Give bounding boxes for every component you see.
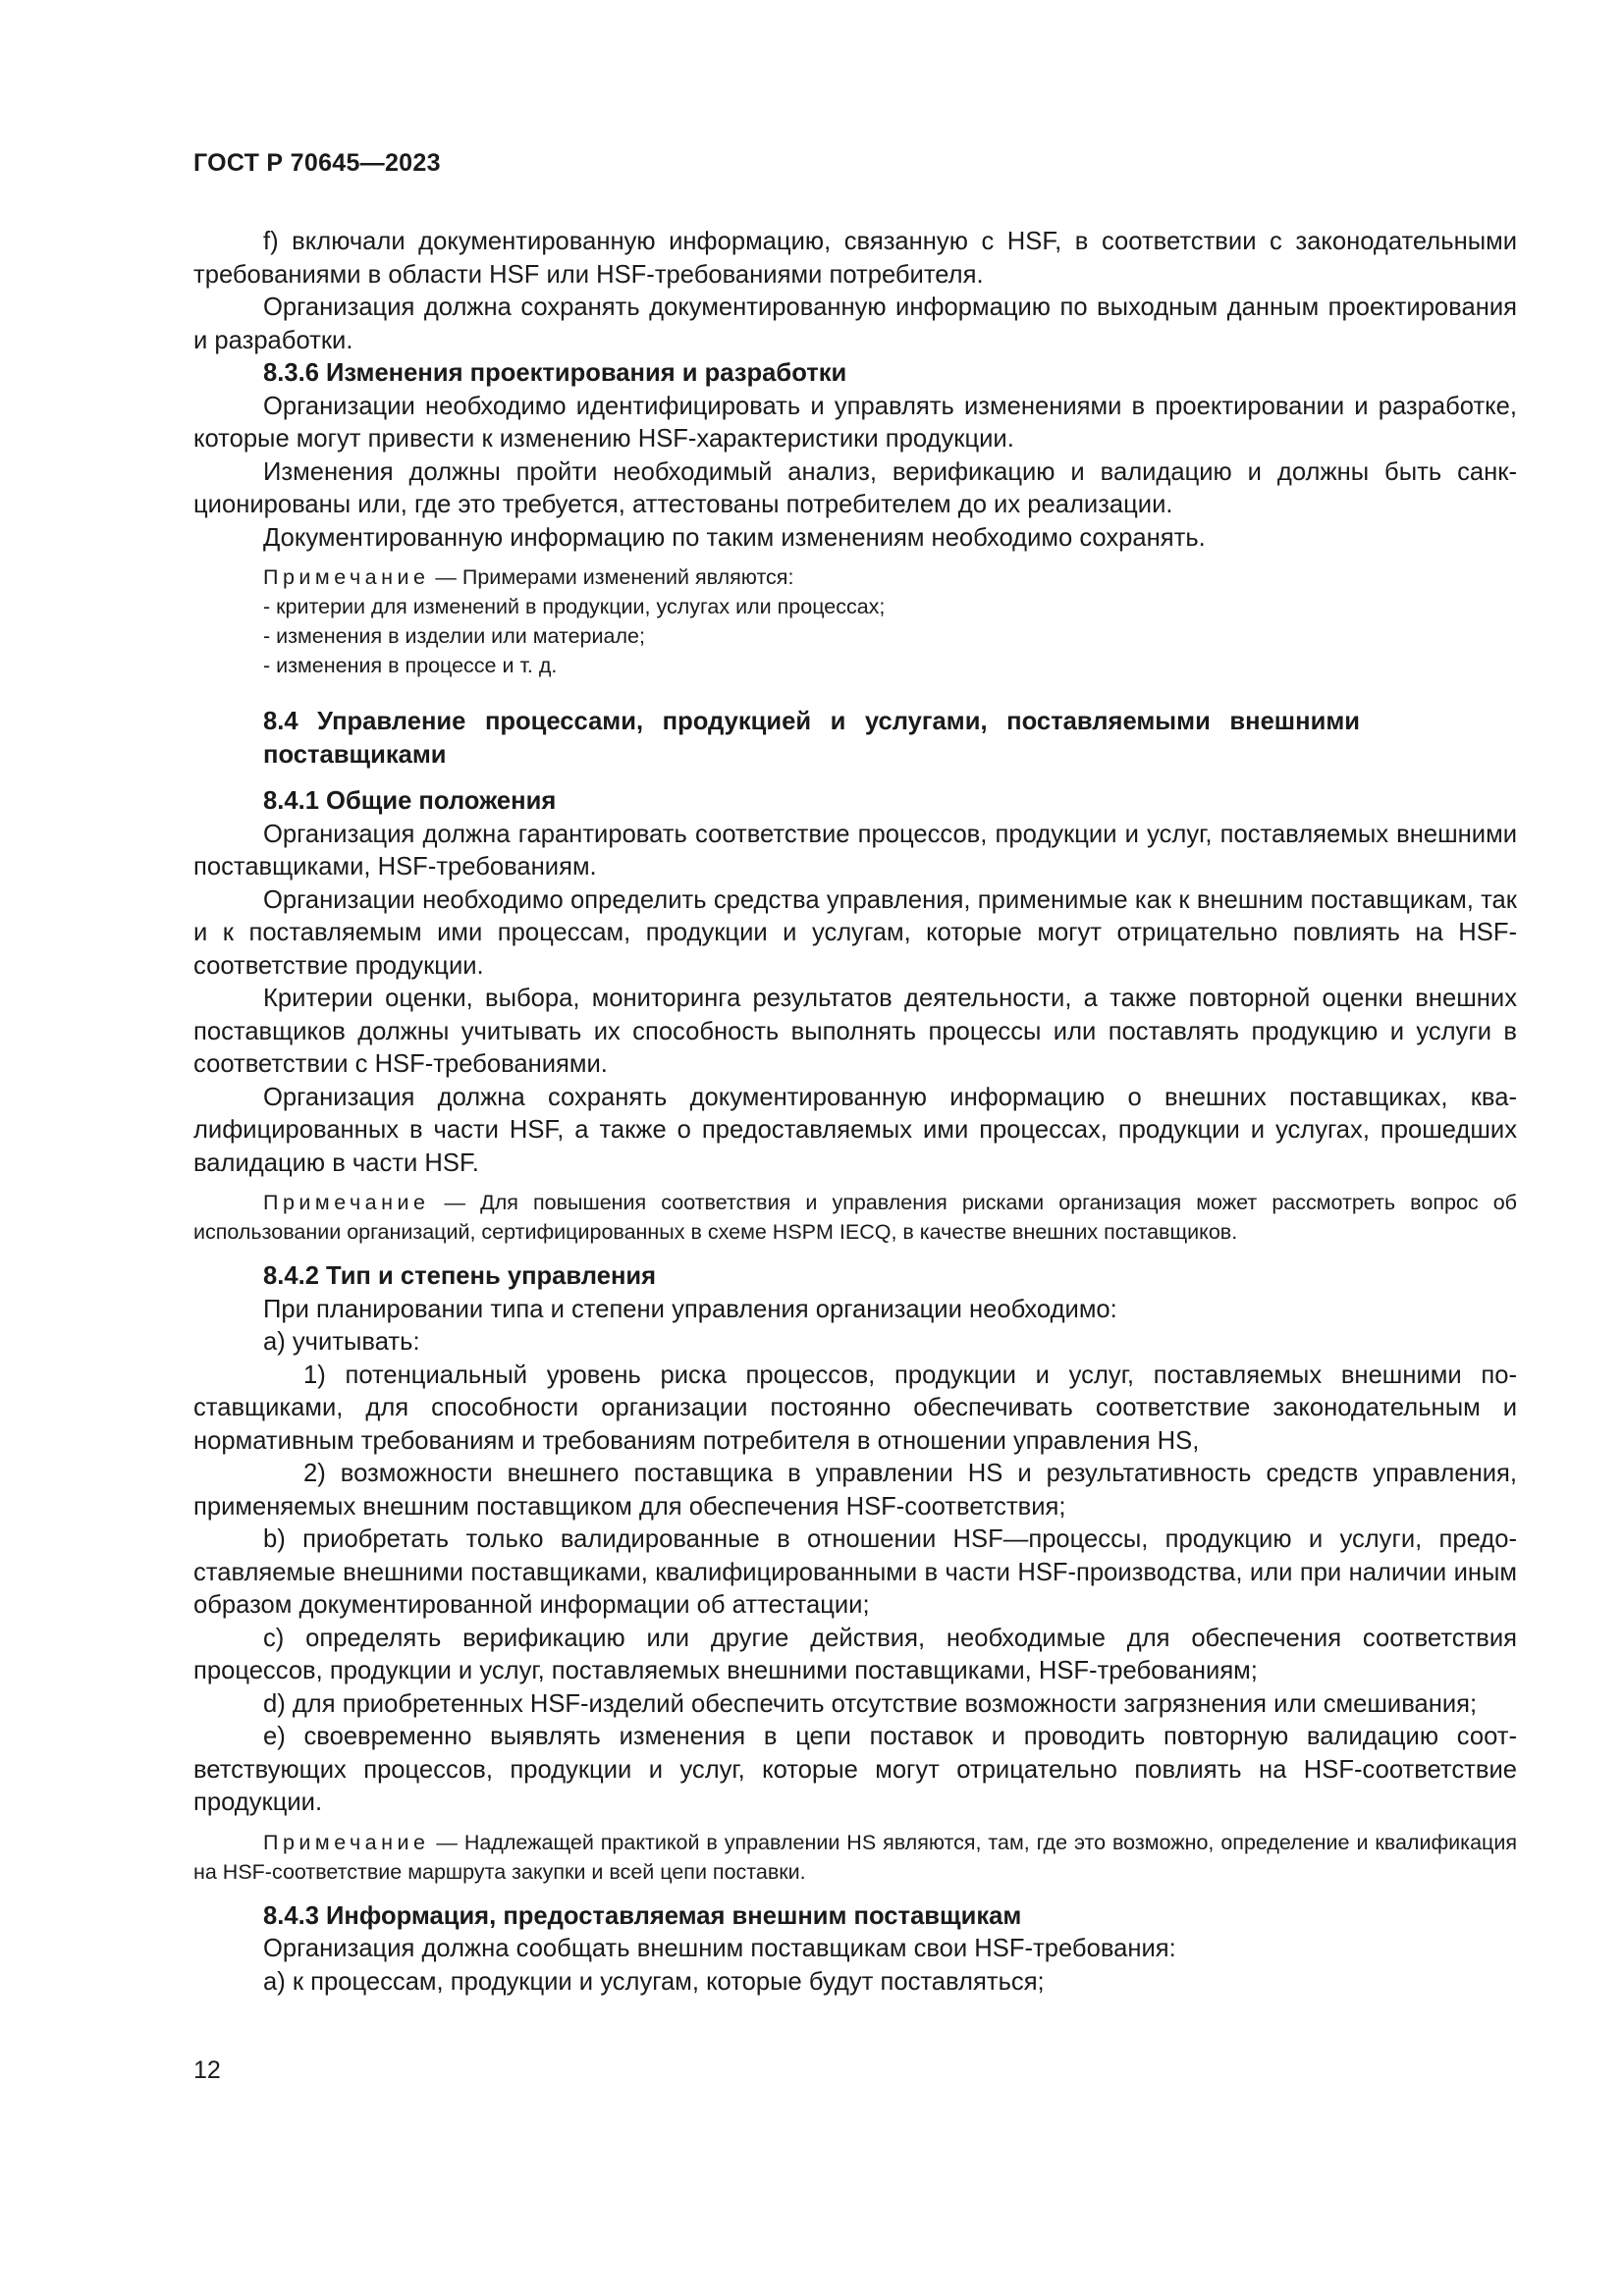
list-subitem: 2) возможности внешнего поставщика в управлении HS и результативность средств управления, применяемых внешним поставщиком для обеспечения HSF-соответствия; (193, 1460, 1517, 1521)
note-label: Примечание (263, 565, 430, 589)
list-item: c) определять верификацию или другие действия, необходимые для обеспечения соответствия процессов, продукции и услуг, поставляемых внешними поставщиками, HSF-требованиям; (193, 1624, 1517, 1684)
section-heading-8-4-3: 8.4.3 Информация, предоставляемая внешним поставщикам (263, 1901, 1022, 1930)
paragraph: Документированную информацию по таким изменениям необходимо сохранять. (263, 523, 1206, 552)
paragraph: Изменения должны пройти необходимый анализ, верификацию и валидацию и должны быть санкционированы или, где это требуется, аттестованы потребителем до их реализации. (193, 457, 1517, 518)
note-label: Примечание (263, 1191, 430, 1214)
section-heading-8-4-1: 8.4.1 Общие положения (263, 787, 557, 815)
section-heading-8-3-6: 8.3.6 Изменения проектирования и разработки (263, 359, 847, 387)
note-list-item: - критерии для изменений в продукции, услугах или процессах; (263, 595, 886, 618)
paragraph: Организации необходимо идентифицировать и управлять изменениями в проектировании и разработке, которые могут привести к изменению HSF-характеристики продукции. (193, 392, 1517, 453)
paragraph: Организация должна сообщать внешним поставщикам свои HSF-требования: (263, 1935, 1176, 1962)
page-number: 12 (193, 2056, 221, 2084)
list-item: а) к процессам, продукции и услугам, которые будут поставляться; (263, 1967, 1045, 1996)
paragraph: При планировании типа и степени управления организации необходимо: (263, 1295, 1117, 1323)
paragraph: f) включали документированную информацию, связанную с HSF, в соответствии с законодательными требованиями в области HSF или HSF-требованиями потребителя. (193, 228, 1517, 289)
note-list-item: - изменения в изделии или материале; (263, 624, 645, 648)
list-item: e) своевременно выявлять изменения в цепи поставок и проводить повторную валидацию соответствующих процессов, продукции и услуг, которые могут отрицательно повлиять на HSF-соответствие продукции. (193, 1723, 1517, 1816)
section-heading-8-4: 8.4 Управление процессами, продукцией и услугами, поставляемыми внешними поставщиками (263, 708, 1360, 769)
paragraph: Организация должна сохранять документированную информацию по выходным данным проектирования и разработки. (193, 294, 1517, 354)
note-text: — Для повышения соответствия и управления рисками организация может рассмотреть вопрос об использовании организаций, сертифицированных в схеме HSPM IECQ, в качестве внешних поставщиков. (193, 1191, 1517, 1244)
note (193, 1188, 1517, 1247)
list-subitem: 1) потенциальный уровень риска процессов, продукции и услуг, поставляемых внешними поставщиками, для способности организации постоянно обеспечивать соответствие законодательным и нормативным требованиям и требованиям потребителя в отношении управления HS, (193, 1361, 1517, 1455)
list-item: b) приобретать только валидированные в отношении HSF—процессы, продукцию и услуги, предоставляемые внешними поставщиками, квалифицированными в части HSF-производства, или при наличии иным образом документированной информации об аттестации; (193, 1525, 1517, 1619)
note-label: Примечание (263, 1830, 430, 1854)
paragraph: Организации необходимо определить средства управления, применимые как к внешним поставщикам, так и к поставляемым ими процессам, продукции и услугам, которые могут отрицательно повлиять на HSF-соответствие продукции. (193, 885, 1517, 980)
note-text: — Примерами изменений являются: (429, 565, 794, 589)
paragraph: Организация должна гарантировать соответствие процессов, продукции и услуг, поставляемых внешними поставщиками, HSF-требованиям. (193, 820, 1517, 881)
note-list-item: - изменения в процессе и т. д. (263, 654, 558, 677)
note (193, 1828, 1517, 1887)
list-item: а) учитывать: (263, 1328, 420, 1356)
note (193, 562, 1517, 592)
document-header: ГОСТ Р 70645—2023 (193, 149, 441, 177)
paragraph: Критерии оценки, выбора, мониторинга результатов деятельности, а также повторной оценки внешних поставщиков должны учитывать их способность выполнять процессы или поставлять продукцию и услуги в соответствии с HSF-требованиями. (193, 985, 1517, 1078)
paragraph: Организация должна сохранять документированную информацию о внешних поставщиках, квалифицированных в части HSF, а также о предоставляемых ими процессах, продукции и услугах, прошедших валидацию в части HSF. (193, 1083, 1517, 1177)
list-item: d) для приобретенных HSF-изделий обеспечить отсутствие возможности загрязнения или смешивания; (263, 1689, 1478, 1718)
note-text: — Надлежащей практикой в управлении HS являются, там, где это возможно, определение и квалификация на HSF-соответствие маршрута закупки и всей цепи поставки. (193, 1830, 1517, 1884)
section-heading-8-4-2: 8.4.2 Тип и степень управления (263, 1262, 657, 1290)
document-body (193, 226, 1517, 1999)
